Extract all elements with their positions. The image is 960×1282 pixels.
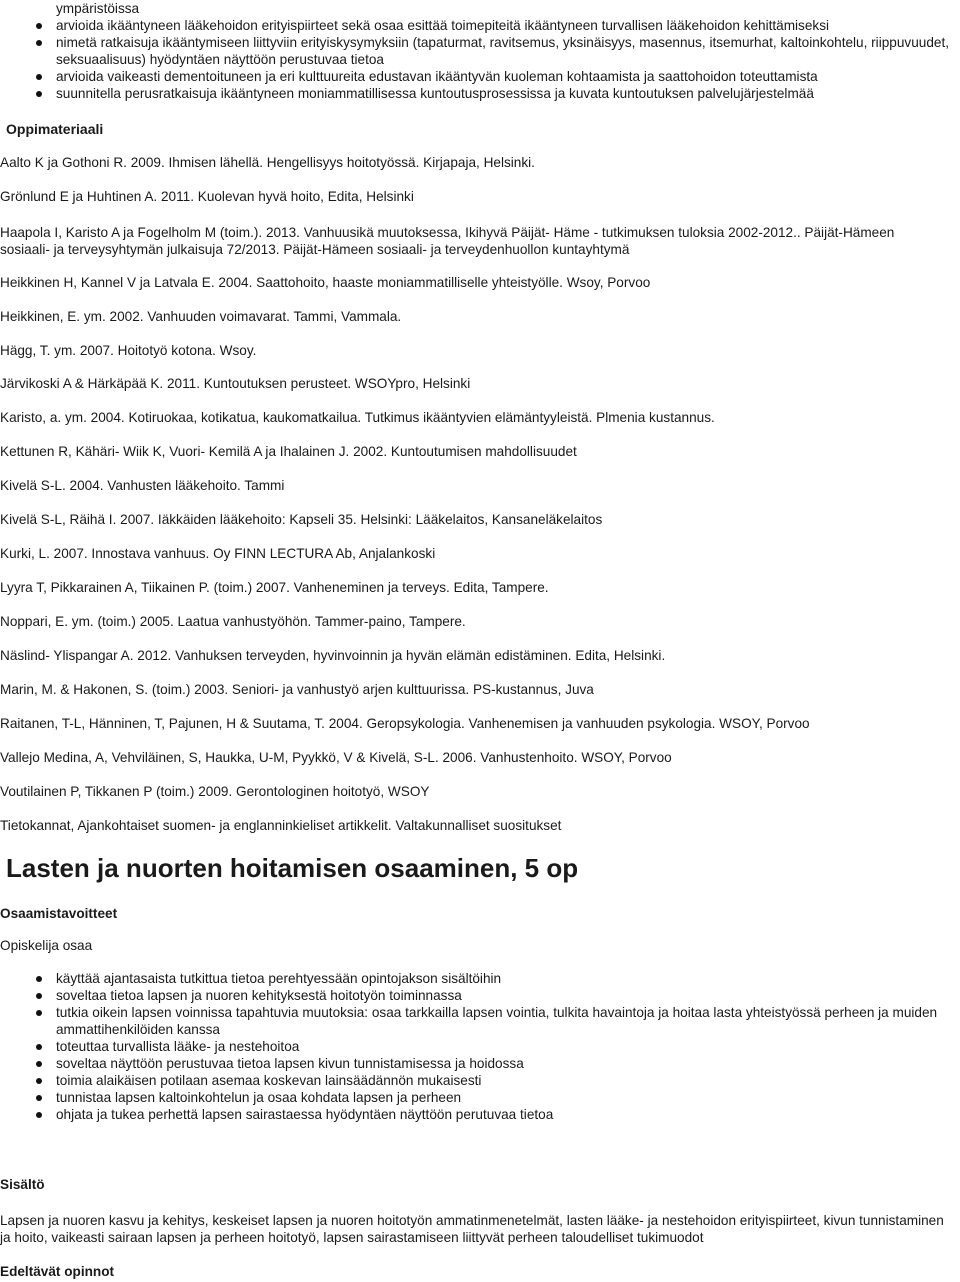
reference-item: Tietokannat, Ajankohtaiset suomen- ja englanninkieliset artikkelit. Valtakunnalliset suositukset bbox=[0, 818, 562, 833]
list-item: arvioida vaikeasti dementoituneen ja eri kulttuureita edustavan ikääntyvän kuoleman kohtaamista ja saattohoidon toteuttamista bbox=[0, 68, 960, 85]
reference-item: Raitanen, T-L, Hänninen, T, Pajunen, H & Suutama, T. 2004. Geropsykologia. Vanhenemisen ja vanhuuden psykologia. WSOY, Porvoo bbox=[0, 716, 810, 731]
reference-item: Haapola I, Karisto A ja Fogelholm M (toim.). 2013. Vanhuusikä muutoksessa, Ikihyvä Päijät- Häme - tutkimuksen tuloksia 2002-2012.. Päijät-Hämeen sosiaali- ja terveysyhtymän julkaisuja 72/2013. Päijät-Hämeen sosiaali- ja terveydenhuollon kuntayhtymä bbox=[0, 225, 895, 257]
objectives-list-continued bbox=[0, 0, 960, 102]
reference-item: Näslind- Ylispangar A. 2012. Vanhuksen terveyden, hyvinvoinnin ja hyvän elämän edistäminen. Edita, Helsinki. bbox=[0, 648, 666, 663]
list-item: arvioida ikääntyneen lääkehoidon erityispiirteet sekä osaa esittää toimepiteitä ikääntyneen turvallisen lääkehoidon kehittämiseksi bbox=[0, 17, 960, 34]
list-item: toteuttaa turvallista lääke- ja nestehoitoa bbox=[0, 1038, 960, 1055]
bullet-icon bbox=[36, 1078, 42, 1084]
list-item: tunnistaa lapsen kaltoinkohtelun ja osaa kohdata lapsen ja perheen bbox=[0, 1089, 960, 1106]
edeltavat-opinnot-heading: Edeltävät opinnot bbox=[0, 1264, 115, 1279]
reference-item: Voutilainen P, Tikkanen P (toim.) 2009. Gerontologinen hoitotyö, WSOY bbox=[0, 784, 430, 799]
list-item: soveltaa näyttöön perustuvaa tietoa lapsen kivun tunnistamisessa ja hoidossa bbox=[0, 1055, 960, 1072]
reference-item: Kurki, L. 2007. Innostava vanhuus. Oy FINN LECTURA Ab, Anjalankoski bbox=[0, 546, 436, 561]
list-item: käyttää ajantasaista tutkittua tietoa perehtyessään opintojakson sisältöihin bbox=[0, 970, 960, 987]
list-item: tutkia oikein lapsen voinnissa tapahtuvia muutoksia: osaa tarkkailla lapsen vointia, tulkita havaintoja ja hoitaa lasta yhteistyössä perheen ja muiden ammattihenkilöiden kanssa bbox=[0, 1004, 960, 1038]
reference-item: Vallejo Medina, A, Vehviläinen, S, Haukka, U-M, Pyykkö, V & Kivelä, S-L. 2006. Vanhustenhoito. WSOY, Porvoo bbox=[0, 750, 672, 765]
bullet-icon bbox=[36, 1010, 42, 1016]
reference-item: Kettunen R, Kähäri- Wiik K, Vuori- Kemilä A ja Ihalainen J. 2002. Kuntoutumisen mahdollisuudet bbox=[0, 444, 577, 459]
list-item: nimetä ratkaisuja ikääntymiseen liittyviin erityiskysymyksiin (tapaturmat, ravitsemus, yksinäisyys, masennus, itsemurhat, kaltoinkohtelu, riippuvuudet, seksuaalisuus) hyödyntäen näyttöön perustuvaa tietoa bbox=[0, 34, 960, 68]
osaamistavoitteet-heading: Osaamistavoitteet bbox=[0, 906, 118, 921]
bullet-icon bbox=[36, 1112, 42, 1118]
objectives-list bbox=[0, 970, 960, 1123]
opiskelija-osaa-label: Opiskelija osaa bbox=[0, 938, 93, 953]
reference-item: Heikkinen H, Kannel V ja Latvala E. 2004. Saattohoito, haaste moniammatilliselle yhteistyölle. Wsoy, Porvoo bbox=[0, 275, 651, 290]
bullet-icon bbox=[36, 23, 42, 29]
bottom-bullet-list bbox=[0, 970, 960, 1123]
bullet-icon bbox=[36, 1095, 42, 1101]
reference-item: Aalto K ja Gothoni R. 2009. Ihmisen lähellä. Hengellisyys hoitotyössä. Kirjapaja, Helsinki. bbox=[0, 155, 535, 170]
bullet-icon bbox=[36, 976, 42, 982]
reference-item: Grönlund E ja Huhtinen A. 2011. Kuolevan hyvä hoito, Edita, Helsinki bbox=[0, 189, 414, 204]
section-title: Lasten ja nuorten hoitamisen osaaminen, 5 op bbox=[6, 853, 579, 883]
reference-item: Kivelä S-L, Räihä I. 2007. Iäkkäiden lääkehoito: Kapseli 35. Helsinki: Lääkelaitos, Kansaneläkelaitos bbox=[0, 512, 603, 527]
sisalto-heading: Sisältö bbox=[0, 1177, 45, 1192]
reference-item: Marin, M. & Hakonen, S. (toim.) 2003. Seniori- ja vanhustyö arjen kulttuurissa. PS-kustannus, Juva bbox=[0, 682, 594, 697]
bullet-icon bbox=[36, 993, 42, 999]
reference-item: Noppari, E. ym. (toim.) 2005. Laatua vanhustyöhön. Tammer-paino, Tampere. bbox=[0, 614, 466, 629]
reference-item: Heikkinen, E. ym. 2002. Vanhuuden voimavarat. Tammi, Vammala. bbox=[0, 309, 402, 324]
bullet-icon bbox=[36, 91, 42, 97]
reference-item: Hägg, T. ym. 2007. Hoitotyö kotona. Wsoy. bbox=[0, 343, 257, 358]
list-item: suunnitella perusratkaisuja ikääntyneen moniammatillisessa kuntoutusprosessissa ja kuvata kuntoutuksen palvelujärjestelmää bbox=[0, 85, 960, 102]
bullet-icon bbox=[36, 1061, 42, 1067]
top-bullet-list bbox=[0, 17, 960, 102]
oppimateriaali-heading: Oppimateriaali bbox=[6, 121, 104, 137]
list-item-continuation: ympäristöissa bbox=[56, 1, 140, 16]
list-item: ohjata ja tukea perhettä lapsen sairastaessa hyödyntäen näyttöön perutuvaa tietoa bbox=[0, 1106, 960, 1123]
sisalto-text: Lapsen ja nuoren kasvu ja kehitys, keskeiset lapsen ja nuoren hoitotyön ammatinmenetelmät, lasten lääke- ja nestehoidon erityispiirteet, kivun tunnistaminen ja hoito, vaikeasti sairaan lapsen ja perheen hoitotyö, lapsen sairastamiseen liittyvät perheen taloudelliset tukimuodot bbox=[0, 1213, 944, 1245]
bullet-icon bbox=[36, 1044, 42, 1050]
list-item: toimia alaikäisen potilaan asemaa koskevan lainsäädännön mukaisesti bbox=[0, 1072, 960, 1089]
reference-item: Järvikoski A & Härkäpää K. 2011. Kuntoutuksen perusteet. WSOYpro, Helsinki bbox=[0, 376, 471, 391]
reference-item: Karisto, a. ym. 2004. Kotiruokaa, kotikatua, kaukomatkailua. Tutkimus ikääntyvien elämäntyyleistä. Plmenia kustannus. bbox=[0, 410, 715, 425]
bullet-icon bbox=[36, 74, 42, 80]
reference-item: Lyyra T, Pikkarainen A, Tiikainen P. (toim.) 2007. Vanheneminen ja terveys. Edita, Tampere. bbox=[0, 580, 549, 595]
bullet-icon bbox=[36, 40, 42, 46]
reference-item: Kivelä S-L. 2004. Vanhusten lääkehoito. Tammi bbox=[0, 478, 285, 493]
list-item: soveltaa tietoa lapsen ja nuoren kehityksestä hoitotyön toiminnassa bbox=[0, 987, 960, 1004]
